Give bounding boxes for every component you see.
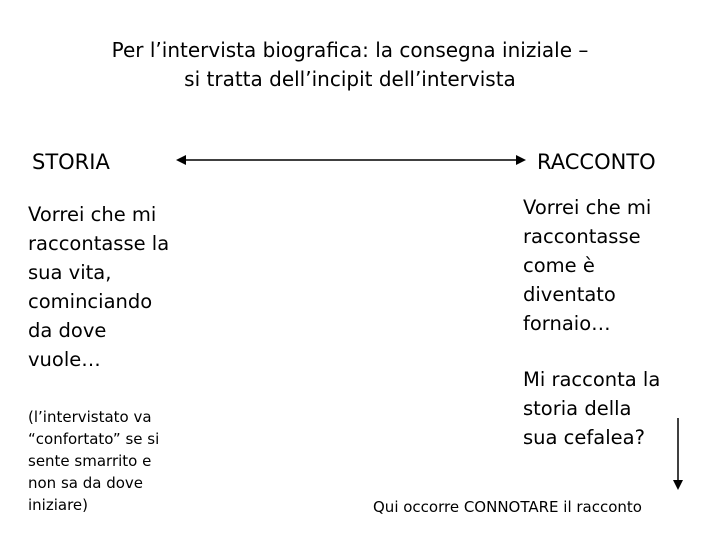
storia-note-line: non sa da dove	[28, 474, 144, 492]
slide-title	[60, 36, 640, 94]
racconto-question-line: sua cefalea?	[523, 426, 645, 449]
down-arrow-icon	[670, 418, 686, 490]
storia-label: STORIA	[32, 150, 110, 174]
storia-prompt-line: Vorrei che mi	[28, 203, 157, 226]
storia-note-line: “confortato” se si	[28, 430, 160, 448]
racconto-question-line: Mi racconta la	[523, 368, 661, 391]
storia-note-line: (l’intervistato va	[28, 408, 152, 426]
racconto-question	[523, 365, 660, 452]
double-arrow-icon	[176, 152, 526, 168]
storia-note	[28, 406, 159, 516]
title-line-1: Per l’intervista biografica: la consegna iniziale –	[111, 38, 589, 62]
racconto-question-line: storia della	[523, 397, 632, 420]
storia-prompt-line: sua vita,	[28, 261, 112, 284]
racconto-prompt-line: Vorrei che mi	[523, 196, 652, 219]
footer-note: Qui occorre CONNOTARE il racconto	[373, 498, 642, 516]
storia-note-line: iniziare)	[28, 496, 88, 514]
racconto-prompt-line: come è	[523, 254, 595, 277]
storia-prompt	[28, 200, 169, 374]
storia-prompt-line: da dove	[28, 319, 107, 342]
racconto-prompt-line: diventato	[523, 283, 616, 306]
storia-note-line: sente smarrito e	[28, 452, 152, 470]
racconto-prompt	[523, 193, 651, 338]
storia-prompt-line: cominciando	[28, 290, 153, 313]
storia-prompt-line: vuole…	[28, 348, 101, 371]
racconto-prompt-line: raccontasse	[523, 225, 641, 248]
title-line-2: si tratta dell’incipit dell’intervista	[184, 67, 516, 91]
racconto-label: RACCONTO	[537, 150, 656, 174]
storia-prompt-line: raccontasse la	[28, 232, 170, 255]
racconto-prompt-line: fornaio…	[523, 312, 611, 335]
